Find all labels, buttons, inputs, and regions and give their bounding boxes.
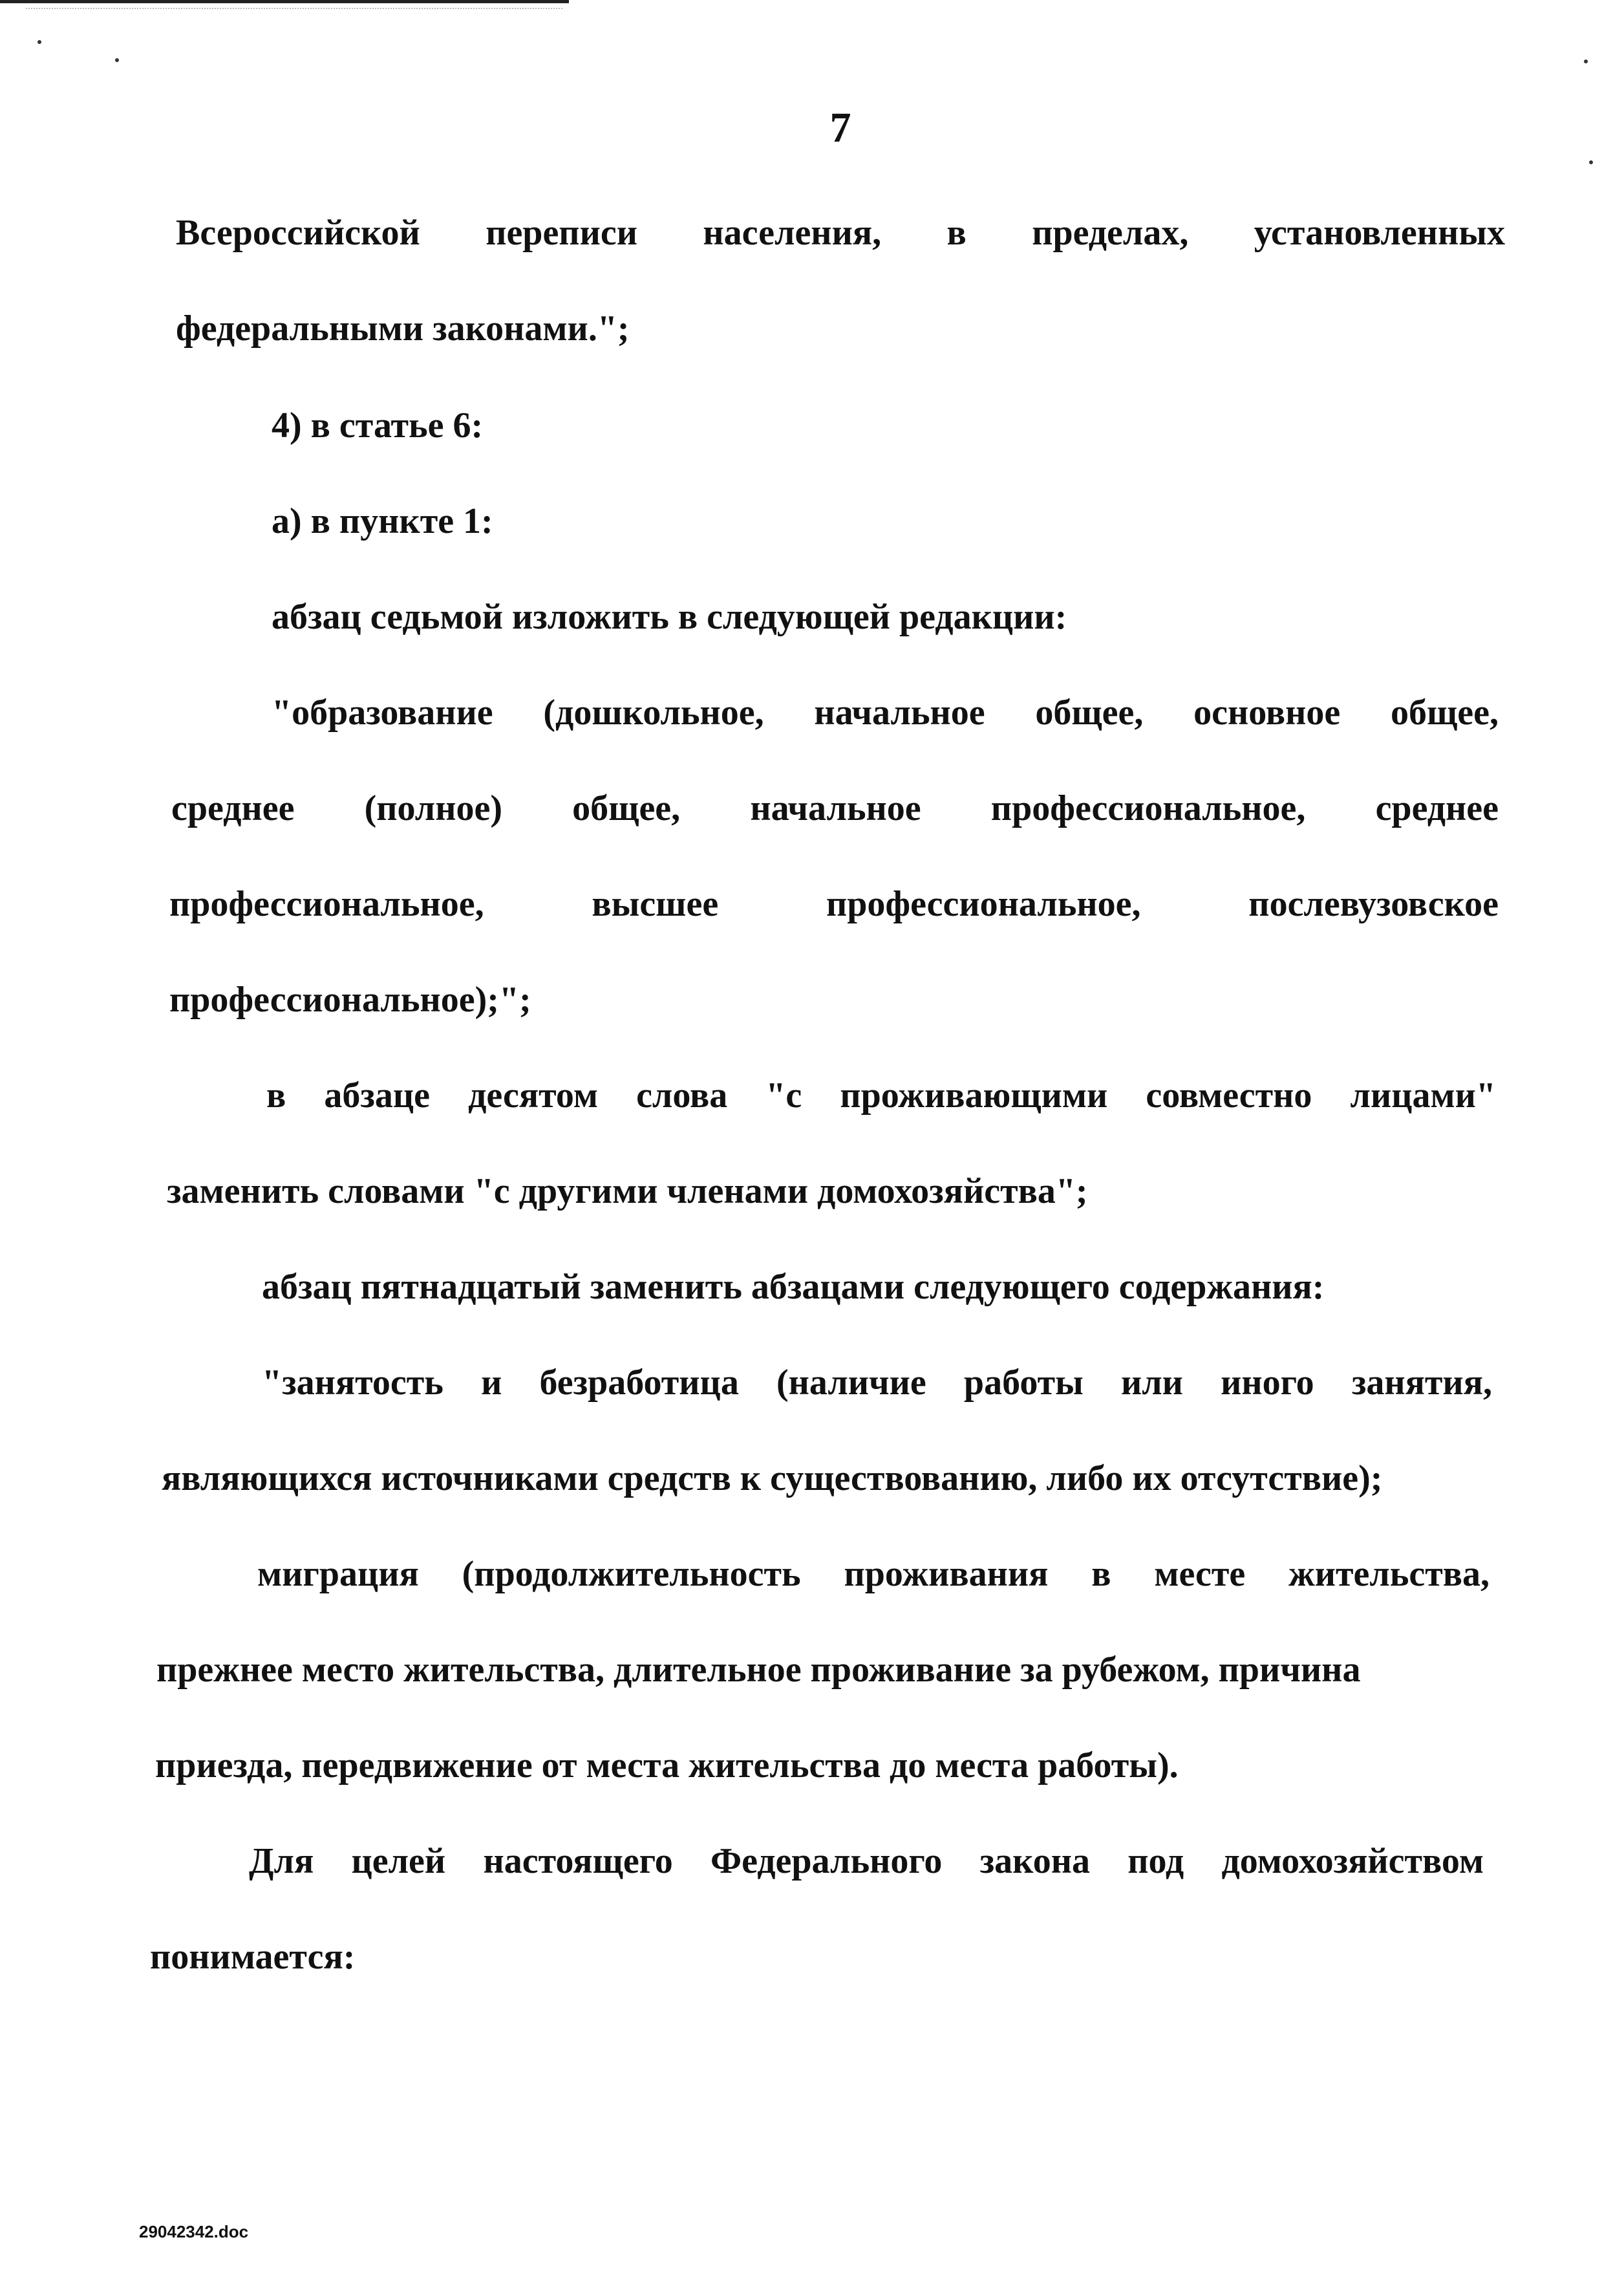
paragraph-line bbox=[257, 1556, 1490, 1592]
paragraph-line: прежнее место жительства, длительное проживание за рубежом, причина bbox=[156, 1650, 1361, 1690]
word: проживания bbox=[844, 1554, 1049, 1594]
document-filename: 29042342.doc bbox=[139, 2222, 249, 2241]
word: переписи bbox=[486, 213, 637, 253]
paragraph-line: заменить словами "с другими членами домохозяйства"; bbox=[167, 1171, 1088, 1211]
word: (дошкольное, bbox=[543, 693, 764, 733]
word: "занятость bbox=[262, 1363, 443, 1403]
word: профессиональное, bbox=[990, 788, 1306, 828]
word: занятия, bbox=[1351, 1363, 1492, 1403]
word: населения, bbox=[703, 213, 882, 253]
word: десятом bbox=[468, 1075, 598, 1116]
paragraph-line bbox=[249, 1843, 1484, 1879]
scan-speck bbox=[1589, 160, 1593, 164]
word: высшее bbox=[592, 884, 719, 924]
word: в bbox=[1091, 1554, 1111, 1594]
paragraph-line bbox=[176, 215, 1505, 251]
word: лицами" bbox=[1350, 1075, 1496, 1116]
word: жительства, bbox=[1288, 1554, 1490, 1594]
word: Для bbox=[249, 1841, 314, 1881]
word: пределах, bbox=[1032, 213, 1189, 253]
paragraph-line: федеральными законами."; bbox=[176, 308, 630, 349]
paragraph-line bbox=[171, 790, 1499, 826]
word: (полное) bbox=[364, 788, 502, 828]
word: начальное bbox=[814, 693, 985, 733]
paragraph-line bbox=[272, 695, 1499, 731]
word: профессиональное, bbox=[826, 884, 1141, 924]
paragraph-line: являющихся источниками средств к существованию, либо их отсутствие); bbox=[162, 1458, 1383, 1498]
word: настоящего bbox=[483, 1841, 673, 1881]
scan-speck bbox=[37, 40, 41, 44]
word: (наличие bbox=[776, 1363, 926, 1403]
word: совместно bbox=[1146, 1075, 1312, 1116]
word: среднее bbox=[1375, 788, 1499, 828]
paragraph-line: абзац седьмой изложить в следующей редакции: bbox=[272, 597, 1067, 637]
word: в bbox=[946, 213, 967, 253]
paragraph-line: профессиональное);"; bbox=[169, 980, 531, 1020]
word: проживающими bbox=[840, 1075, 1108, 1116]
word: общее, bbox=[1035, 693, 1144, 733]
word: закона bbox=[979, 1841, 1090, 1881]
word: под bbox=[1127, 1841, 1184, 1881]
word: "образование bbox=[272, 693, 493, 733]
word: Федерального bbox=[710, 1841, 943, 1881]
word: в bbox=[266, 1075, 286, 1116]
word: основное bbox=[1193, 693, 1341, 733]
word: безработица bbox=[539, 1363, 739, 1403]
word: начальное bbox=[750, 788, 921, 828]
word: Всероссийской bbox=[176, 213, 420, 253]
paragraph-line: абзац пятнадцатый заменить абзацами следующего содержания: bbox=[262, 1267, 1325, 1307]
paragraph-line: приезда, передвижение от места жительства до места работы). bbox=[155, 1745, 1179, 1785]
word: целей bbox=[351, 1841, 446, 1881]
scan-speck bbox=[1584, 59, 1588, 63]
word: среднее bbox=[171, 788, 295, 828]
list-item-subheading: а) в пункте 1: bbox=[272, 501, 493, 541]
paragraph-line bbox=[266, 1077, 1496, 1114]
word: или bbox=[1120, 1363, 1183, 1403]
word: профессиональное, bbox=[169, 884, 484, 924]
word: установленных bbox=[1254, 213, 1505, 253]
paragraph-line bbox=[262, 1364, 1492, 1401]
word: миграция bbox=[257, 1554, 419, 1594]
word: и bbox=[481, 1363, 502, 1403]
word: общее, bbox=[572, 788, 681, 828]
word: слова bbox=[636, 1075, 728, 1116]
paragraph-line bbox=[169, 886, 1499, 922]
word: абзаце bbox=[324, 1075, 430, 1116]
word: общее, bbox=[1390, 693, 1499, 733]
word: "с bbox=[765, 1075, 802, 1116]
page-number: 7 bbox=[829, 104, 851, 151]
word: домохозяйством bbox=[1221, 1841, 1484, 1881]
scan-speck bbox=[115, 58, 119, 62]
top-border-rule bbox=[0, 0, 569, 3]
list-item-heading: 4) в статье 6: bbox=[272, 405, 484, 446]
word: послевузовское bbox=[1248, 884, 1499, 924]
paragraph-line: понимается: bbox=[150, 1937, 356, 1977]
word: (продолжительность bbox=[462, 1554, 801, 1594]
scan-dotted-rule bbox=[26, 8, 562, 9]
word: работы bbox=[963, 1363, 1084, 1403]
word: иного bbox=[1221, 1363, 1314, 1403]
word: месте bbox=[1154, 1554, 1246, 1594]
